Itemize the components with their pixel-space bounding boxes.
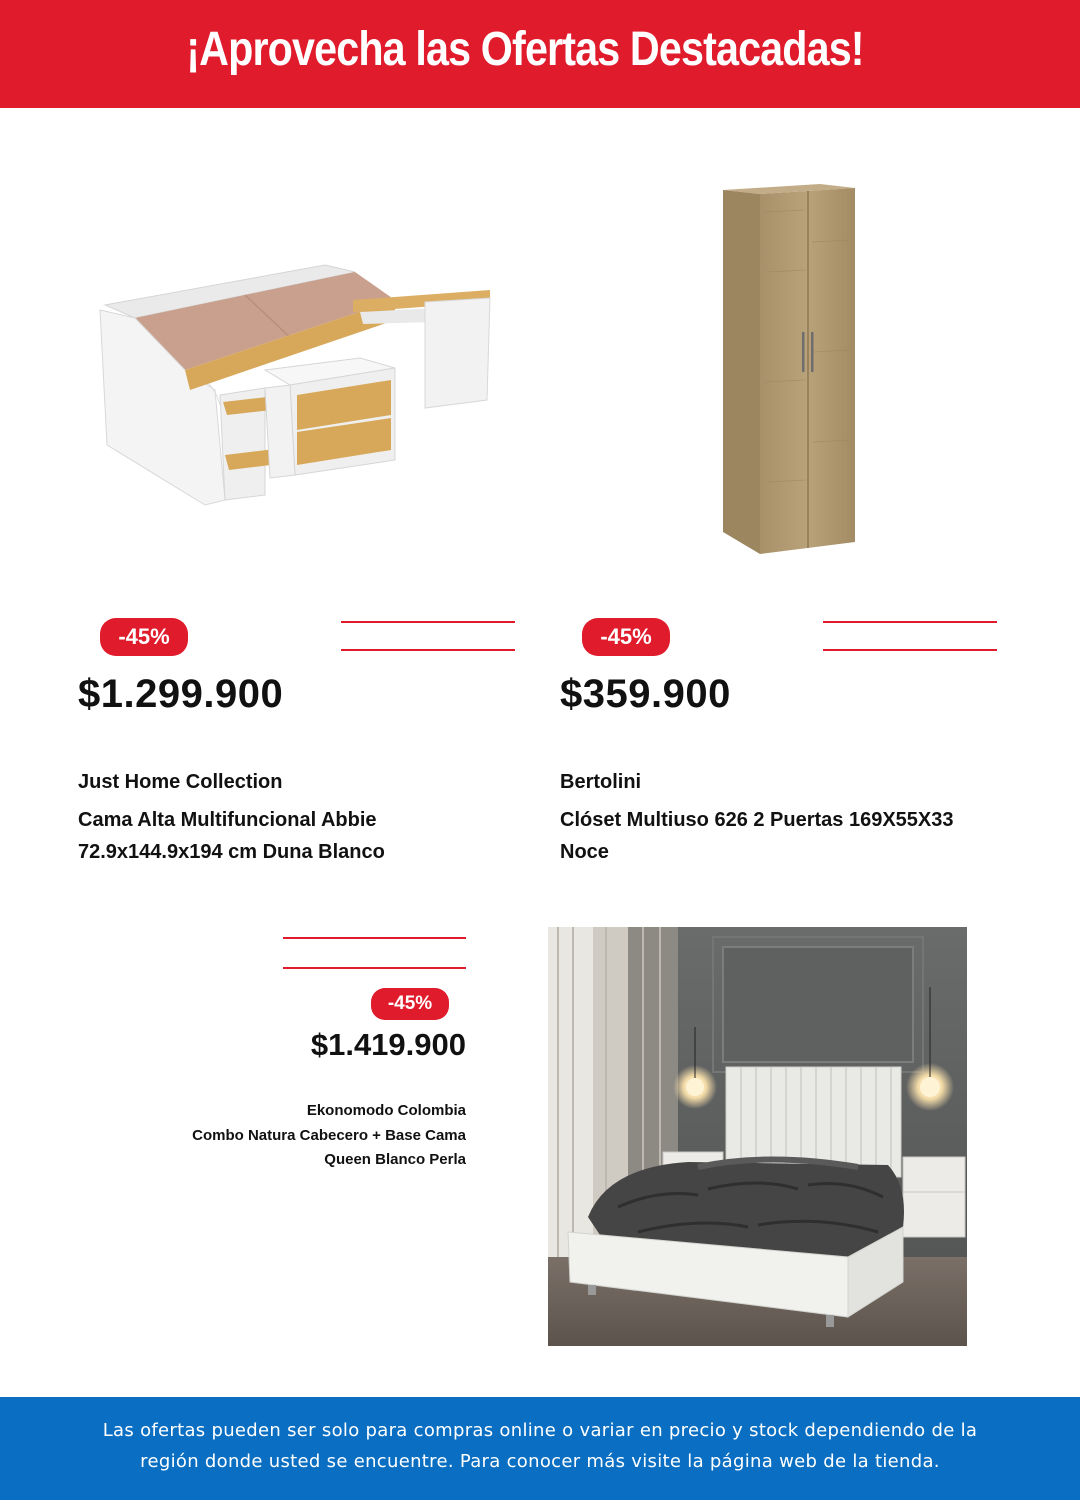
product-image-closet[interactable] <box>720 182 860 557</box>
footer-line1: Las ofertas pueden ser solo para compras online o variar en precio y stock dependiendo de la <box>102 1420 978 1441</box>
product-brand: Ekonomodo Colombia <box>306 1102 466 1119</box>
footer-disclaimer <box>40 1415 1040 1477</box>
strike-line-top <box>283 937 466 939</box>
strike-line-bottom <box>283 967 466 969</box>
discount-badge: -45% <box>371 988 449 1020</box>
product-name-line2[interactable]: Noce <box>560 841 609 863</box>
discount-badge: -45% <box>100 618 188 656</box>
product-name-line1[interactable]: Combo Natura Cabecero + Base Cama <box>192 1127 466 1144</box>
footer-line2: región donde usted se encuentre. Para conocer más visite la página web de la tienda. <box>140 1451 940 1472</box>
product-brand: Just Home Collection <box>78 771 283 793</box>
closet-illustration <box>720 182 860 557</box>
page-title: ¡Aprovecha las Ofertas Destacadas! <box>186 23 864 76</box>
product-price: $1.419.900 <box>310 1027 466 1062</box>
product-brand: Bertolini <box>560 771 642 793</box>
strike-line-bottom <box>823 649 997 651</box>
discount-badge: -45% <box>582 618 670 656</box>
product-image-bed-combo[interactable] <box>548 927 967 1346</box>
product-name-line1[interactable]: Cama Alta Multifuncional Abbie <box>78 809 377 831</box>
strike-line-top <box>823 621 997 623</box>
product-name-line2[interactable]: 72.9x144.9x194 cm Duna Blanco <box>78 841 385 863</box>
loft-bed-illustration <box>95 260 495 510</box>
product-price: $1.299.900 <box>78 672 284 716</box>
product-name-line2[interactable]: Queen Blanco Perla <box>324 1151 466 1168</box>
product-name-line1[interactable]: Clóset Multiuso 626 2 Puertas 169X55X33 <box>560 809 954 831</box>
product-price: $359.900 <box>560 672 731 716</box>
strike-line-bottom <box>341 649 515 651</box>
product-image-loft-bed[interactable] <box>95 260 495 510</box>
strike-line-top <box>341 621 515 623</box>
bedroom-photo <box>548 927 967 1346</box>
